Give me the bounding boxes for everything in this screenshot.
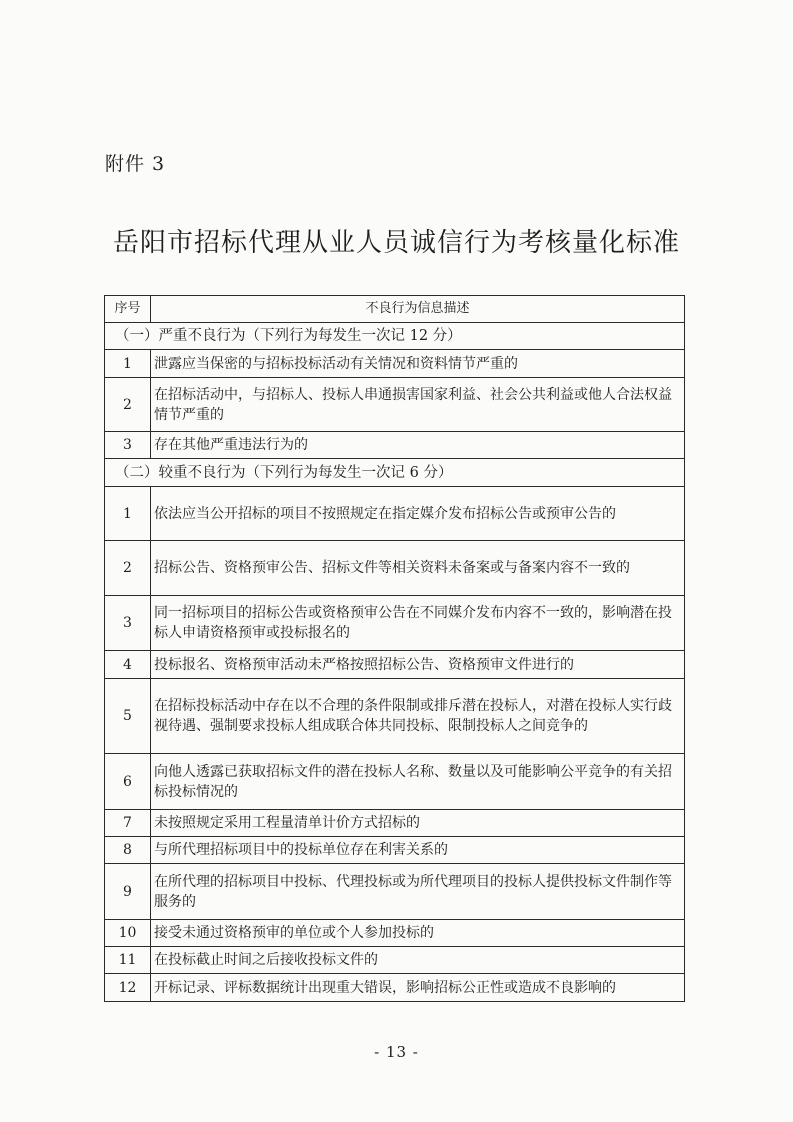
table-row	[105, 432, 685, 459]
row-desc: 与所代理招标项目中的投标单位存在利害关系的	[151, 837, 685, 864]
row-desc: 未按照规定采用工程量清单计价方式招标的	[151, 810, 685, 837]
row-desc: 在招标活动中，与招标人、投标人串通损害国家利益、社会公共利益或他人合法权益情节严重的	[151, 378, 685, 432]
table-row	[105, 651, 685, 679]
row-desc: 泄露应当保密的与招标投标活动有关情况和资料情节严重的	[151, 350, 685, 378]
section-title: （一）严重不良行为（下列行为每发生一次记 12 分）	[105, 323, 685, 350]
row-no: 1	[105, 350, 151, 378]
row-desc: 存在其他严重违法行为的	[151, 432, 685, 459]
row-desc: 向他人透露已获取招标文件的潜在投标人名称、数量以及可能影响公平竞争的有关招标投标情况的	[151, 754, 685, 810]
table-row	[105, 974, 685, 1002]
document-title: 岳阳市招标代理从业人员诚信行为考核量化标准	[112, 228, 680, 258]
table-row	[105, 679, 685, 754]
row-desc: 开标记录、评标数据统计出现重大错误，影响招标公正性或造成不良影响的	[151, 974, 685, 1002]
row-no: 1	[105, 487, 151, 541]
table-row	[105, 920, 685, 947]
row-no: 2	[105, 378, 151, 432]
row-desc: 同一招标项目的招标公告或资格预审公告在不同媒介发布内容不一致的，影响潜在投标人申请资格预审或投标报名的	[151, 596, 685, 651]
row-desc: 投标报名、资格预审活动未严格按照招标公告、资格预审文件进行的	[151, 651, 685, 679]
section-heading-row	[105, 323, 685, 350]
row-no: 4	[105, 651, 151, 679]
row-no: 3	[105, 596, 151, 651]
row-no: 7	[105, 810, 151, 837]
row-no: 9	[105, 864, 151, 920]
row-desc: 接受未通过资格预审的单位或个人参加投标的	[151, 920, 685, 947]
row-desc: 在投标截止时间之后接收投标文件的	[151, 947, 685, 974]
row-desc: 招标公告、资格预审公告、招标文件等相关资料未备案或与备案内容不一致的	[151, 541, 685, 596]
row-desc: 在招标投标活动中存在以不合理的条件限制或排斥潜在投标人，对潜在投标人实行歧视待遇、强制要求投标人组成联合体共同投标、限制投标人之间竞争的	[151, 679, 685, 754]
row-no: 3	[105, 432, 151, 459]
page-number: - 13 -	[374, 1043, 419, 1061]
table-row	[105, 837, 685, 864]
header-desc: 不良行为信息描述	[151, 296, 685, 323]
table-header-row	[105, 296, 685, 323]
row-no: 11	[105, 947, 151, 974]
section-heading-row	[105, 459, 685, 487]
row-no: 2	[105, 541, 151, 596]
row-desc: 在所代理的招标项目中投标、代理投标或为所代理项目的投标人提供投标文件制作等服务的	[151, 864, 685, 920]
section-title: （二）较重不良行为（下列行为每发生一次记 6 分）	[105, 459, 685, 487]
table-row	[105, 596, 685, 651]
table-row	[105, 378, 685, 432]
table-row	[105, 487, 685, 541]
row-no: 12	[105, 974, 151, 1002]
attachment-label: 附件 3	[105, 153, 166, 175]
row-no: 6	[105, 754, 151, 810]
table-row	[105, 864, 685, 920]
row-desc: 依法应当公开招标的项目不按照规定在指定媒介发布招标公告或预审公告的	[151, 487, 685, 541]
table-row	[105, 350, 685, 378]
row-no: 10	[105, 920, 151, 947]
header-no: 序号	[105, 296, 151, 323]
criteria-table	[104, 295, 685, 1002]
row-no: 5	[105, 679, 151, 754]
table-row	[105, 541, 685, 596]
table-row	[105, 947, 685, 974]
table-row	[105, 810, 685, 837]
row-no: 8	[105, 837, 151, 864]
table-row	[105, 754, 685, 810]
